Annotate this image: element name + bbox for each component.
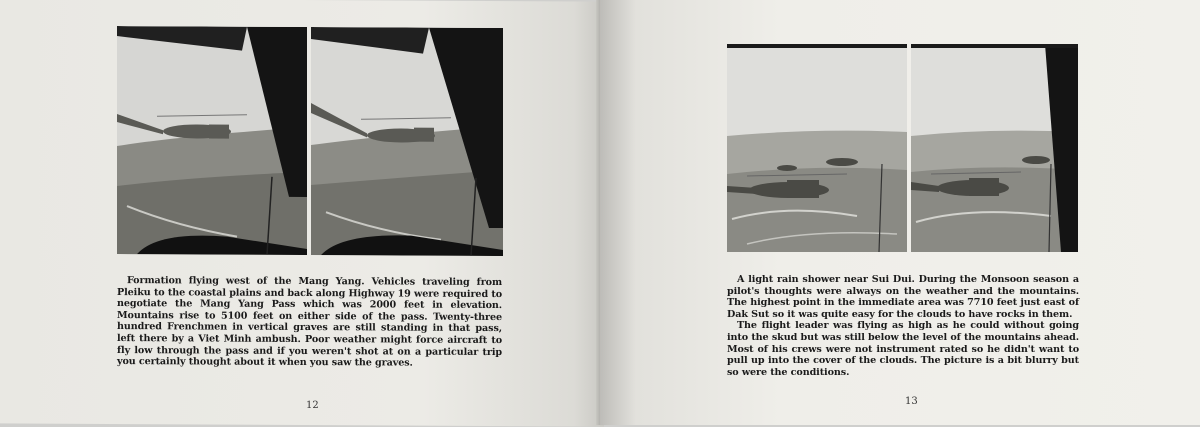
right-caption-paragraph-1: A light rain shower near Sui Dui. During the Monsoon season a pilot's thoughts were always on the weather and the mountains. The highest point in the immediate area was 7710 feet just east of Dak Sut so it was quite easy for the clouds to have rocks in them. <box>727 274 1079 320</box>
helicopter-photo-image <box>911 44 1078 252</box>
right-caption-paragraph-2: The flight leader was flying as high as he could without going into the skud but was still below the level of the mountains ahead. Most of his crews were not instrument rated so he didn't want to pull up into the cover of the clouds. The picture is a bit blurry but so were the conditions. <box>727 320 1079 378</box>
helicopter-photo-image <box>117 26 307 255</box>
stereo-photo-left-a <box>117 26 307 255</box>
stereo-photo-right-a <box>727 44 907 252</box>
helicopter-photo-image <box>311 27 503 256</box>
left-caption-paragraph: Formation flying west of the Mang Yang. Vehicles traveling from Pleiku to the coastal plains and back along Highway 19 were required to negotiate the Mang Yang Pass which was 2000 feet in elevation. Mountains rise to 5100 feet on either side of the pass. Twenty-three hundred Frenchmen in vertical graves are still standing in that pass, left there by a Viet Minh ambush. Poor weather might force aircraft to fly low through the pass and if you weren't shot at on a particular trip you certainly thought about it when you saw the graves. <box>117 275 502 369</box>
stereo-photo-left-b <box>311 27 503 256</box>
right-page-number: 13 <box>905 396 918 407</box>
left-page-caption <box>117 275 502 370</box>
left-page-number: 12 <box>306 400 319 412</box>
stereo-photo-right-b <box>911 44 1078 252</box>
right-page-caption <box>727 274 1079 378</box>
right-page <box>600 0 1200 425</box>
helicopter-photo-image <box>727 44 907 252</box>
